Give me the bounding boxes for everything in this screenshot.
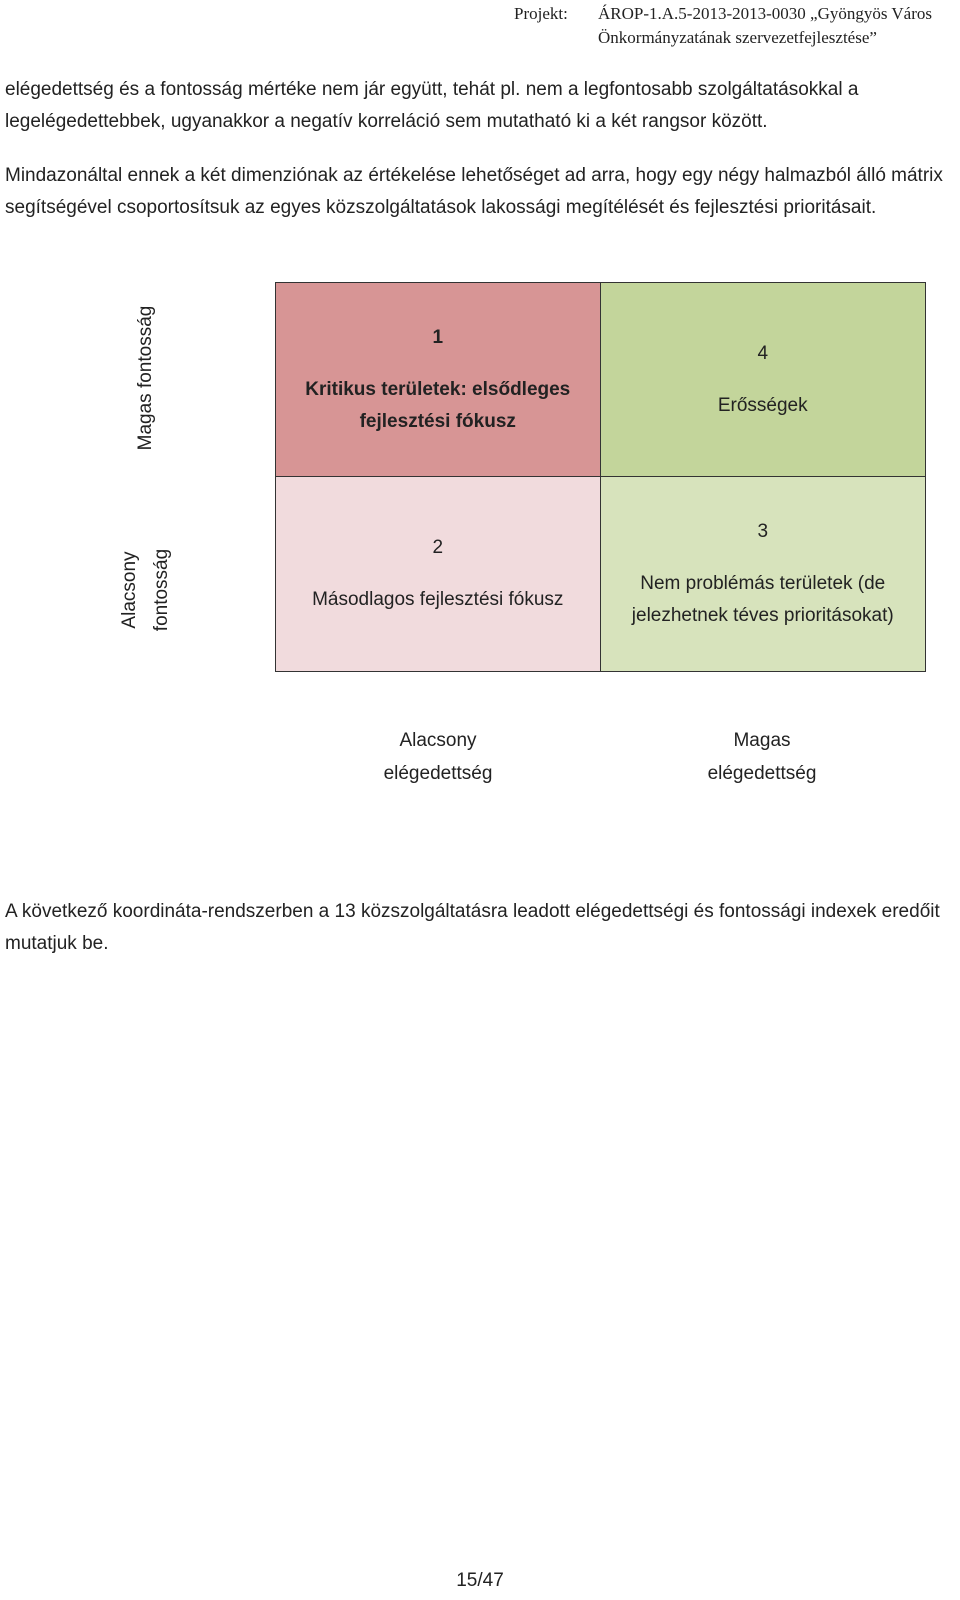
- y-axis-high-label: Magas fontosság: [135, 305, 156, 451]
- quadrant-2-secondary: [276, 477, 601, 671]
- y-axis-low-label-line1: Alacsony: [119, 551, 140, 629]
- project-label: Projekt:: [514, 4, 568, 23]
- priority-matrix: [275, 282, 926, 672]
- paragraph-coordinate-intro: A következő koordináta-rendszerben a 13 közszolgáltatásra leadott elégedettségi és fontossági indexek eredőit mutatjuk be.: [5, 901, 940, 954]
- x-axis-high-label-line2: elégedettség: [707, 763, 817, 784]
- quadrant-label: Másodlagos fejlesztési fókusz: [312, 589, 564, 610]
- x-axis-high-label-line1: Magas: [733, 730, 791, 751]
- quadrant-label: Erősségek: [717, 394, 808, 416]
- quadrant-4-strengths: [601, 283, 926, 477]
- x-axis-low-label-line1: Alacsony: [399, 730, 477, 751]
- page-number: 15/47: [456, 1570, 504, 1591]
- quadrant-number: 2: [432, 537, 444, 558]
- quadrant-1-critical: [276, 283, 601, 477]
- quadrant-number: 4: [757, 342, 769, 364]
- quadrant-3-non-problematic: [601, 477, 926, 671]
- y-axis-low-label-line2: fontosság: [151, 548, 172, 632]
- paragraph-correlation: elégedettség és a fontosság mértéke nem jár együtt, tehát pl. nem a legfontosabb szolgáltatásokkal a legelégedettebbek, ugyanakkor a negatív korreláció sem mutatható ki a két rangsor között.: [5, 79, 859, 132]
- x-axis-high-label: [662, 724, 862, 790]
- x-axis-low-label-line2: elégedettség: [383, 763, 493, 784]
- quadrant-number: 1: [432, 326, 444, 348]
- page-header: [514, 2, 934, 50]
- x-axis-low-label: [338, 724, 538, 790]
- paragraph-matrix-intro: Mindazonáltal ennek a két dimenziónak az értékelése lehetőséget ad arra, hogy egy négy halmazból álló mátrix segítségével csoportosítsuk az egyes közszolgáltatások lakossági megítélését és fejlesztési prioritásait.: [5, 165, 943, 218]
- quadrant-number: 3: [757, 521, 769, 542]
- project-title-line1: ÁROP-1.A.5-2013-2013-0030 „Gyöngyös Város: [598, 4, 932, 23]
- quadrant-label: Nem problémás területek (de jelezhetnek téves prioritásokat): [631, 573, 894, 626]
- project-title-line2: Önkormányzatának szervezetfejlesztése”: [598, 28, 877, 47]
- quadrant-label: Kritikus területek: elsődleges fejlesztési fókusz: [305, 378, 571, 432]
- y-axis-low-label: [114, 545, 178, 635]
